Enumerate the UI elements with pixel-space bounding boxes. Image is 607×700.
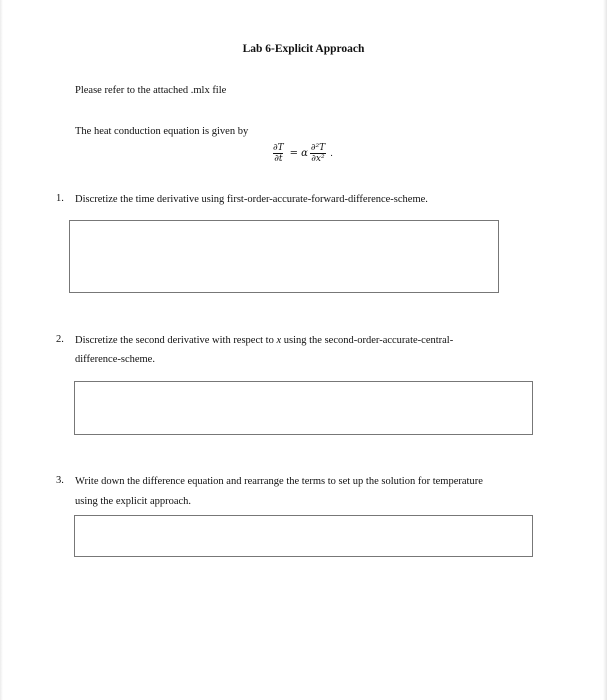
lhs-numerator: ∂T (273, 143, 284, 153)
question-2-text-line-1 (75, 334, 453, 348)
question-1-text: Discretize the time derivative using first-order-accurate-forward-difference-scheme. (75, 194, 428, 205)
lhs-fraction (272, 143, 285, 164)
answer-box-3[interactable] (74, 515, 533, 557)
lhs-denominator: ∂t (274, 154, 283, 164)
equals-sign: = (289, 148, 299, 159)
document-title: Lab 6-Explicit Approach (242, 43, 365, 55)
rhs-fraction (310, 143, 326, 164)
answer-box-1[interactable] (69, 220, 499, 293)
question-3-text-line-1: Write down the difference equation and rearrange the terms to set up the solution for temperature (75, 476, 483, 487)
question-2-text-part-2: using the second-order-accurate-central- (281, 335, 454, 346)
rhs-numerator: ∂²T (310, 143, 326, 153)
question-2-text-part-1: Discretize the second derivative with respect to (75, 335, 277, 346)
question-2-number: 2. (56, 334, 64, 345)
rhs-denominator: ∂x² (311, 154, 325, 164)
intro-paragraph: Please refer to the attached .mlx file (75, 85, 227, 96)
equation-period: . (330, 148, 333, 159)
question-3-text-line-2: using the explicit approach. (75, 496, 192, 507)
variable-x: x (276, 335, 282, 346)
heat-equation-intro: The heat conduction equation is given by (75, 126, 249, 137)
page-right-edge-shadow (603, 0, 607, 700)
question-3-number: 3. (56, 475, 64, 486)
answer-box-2[interactable] (74, 381, 533, 435)
alpha-symbol: α (301, 148, 308, 159)
heat-equation (270, 143, 333, 164)
page-left-edge-shadow (0, 0, 3, 700)
question-1-number: 1. (56, 193, 64, 204)
question-2-text-line-2: difference-scheme. (75, 354, 155, 365)
